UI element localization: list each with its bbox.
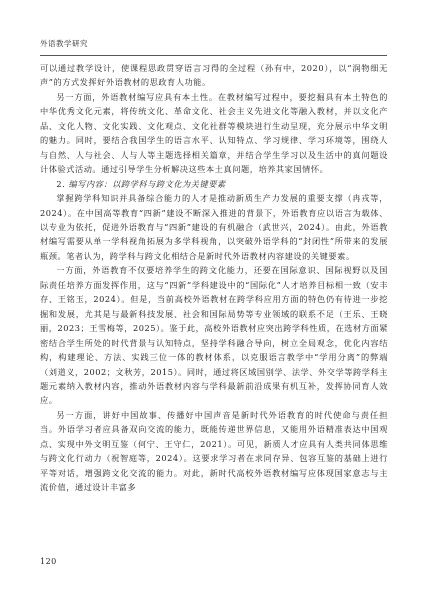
paragraph-1: 可以通过教学设计，使课程思政贯穿语言习得的全过程（孙有中，2020），以“润物细无声”的方式发挥好外语教材的思政育人功能。 [40, 63, 388, 88]
paragraph-2: 另一方面，外语教材编写应具有本土性。在教材编写过程中，要挖掘具有本土特色的中华优秀文化元素，将传统文化、革命文化、社会主义先进文化等融入教材，并以文化产品、文化人物、文化实践、文化观点、文化社群等模块进行生动呈现，充分展示中华文明的魅力。同时，要结合我国学生的语言水平、认知特点、学习规律、学习环境等，围绕人与自然、人与社会、人与人等主题选择相关篇章，并结合学生学习以及生活中的真问题设计体验式活动。通过引导学生分析解决这些本土真问题，培养其家国情怀。 [40, 91, 388, 175]
section-number: 2. [56, 178, 69, 189]
page-number: 120 [40, 557, 57, 566]
paragraph-5: 另一方面，讲好中国故事、传播好中国声音是新时代外语教育的时代使命与责任担当。外语学习者应具备双向交流的能力，既能传递世界信息，又能用外语精准表达中国观点、实现中外文明互鉴（何宁、王守仁，2021）。可见，新质人才应具有人类共同体思维与跨文化行动力（祝智庭等，2024）。这要求学习者在求同存异、包容互鉴的基础上进行平等对话，增强跨文化交流的能力。对此，新时代高校外语教材编写应体现国家意志与主流价值，通过设计丰富多 [40, 409, 388, 493]
paragraph-3: 掌握跨学科知识并具备综合能力的人才是推动新质生产力发展的重要支撑（冉戎等，2024）。在中国高等教育“四新”建设不断深入推进的背景下，外语教育应以语言为载体、以专业为依托，促进外语教育与“四新”建设的有机融合（武世兴，2024）。由此，外语教材编写需要从单一学科视角拓展为多学科视角，以突破外语学科的“封闭性”所带来的发展瓶颈。笔者认为，跨学科与跨文化相结合是新时代外语教材内容建设的关键要素。 [40, 193, 388, 261]
paragraph-4: 一方面，外语教育不仅要培养学生的跨文化能力，还要在国际意识、国际视野以及国际责任培养方面发挥作用，这与“四新”学科建设中的“国际化”人才培养目标相一致（安丰存、王铭玉，2024）。但是，当前高校外语教材在跨学科应用方面的特色仍有待进一步挖掘和发展，尤其是与最新科技发展、社会和国际局势等专业领域的联系不足（王乐、王晓丽，2023；王雪梅等，2025）。鉴于此，高校外语教材应突出跨学科性质，在选材方面紧密结合学生所处的时代背景与认知特点，坚持学科融合导向，树立全局观念，优化内容结构，构建理论、方法、实践三位一体的教材体系，以克服语言教学中“学用分离”的弊端（刘道义，2002；文秋芳，2015）。同时，通过将区域国别学、法学、外交学等跨学科主题元素纳入教材内容，推动外语教材内容与学科最新前沿成果有机互补，发挥协同育人效应。 [40, 265, 388, 406]
section-title: 编写内容：以跨学科与跨文化为关键要素 [68, 178, 226, 189]
body-text [40, 61, 388, 495]
running-header: 外语教学研究 [40, 39, 88, 48]
section-heading [40, 177, 388, 191]
header-rule [40, 55, 387, 56]
